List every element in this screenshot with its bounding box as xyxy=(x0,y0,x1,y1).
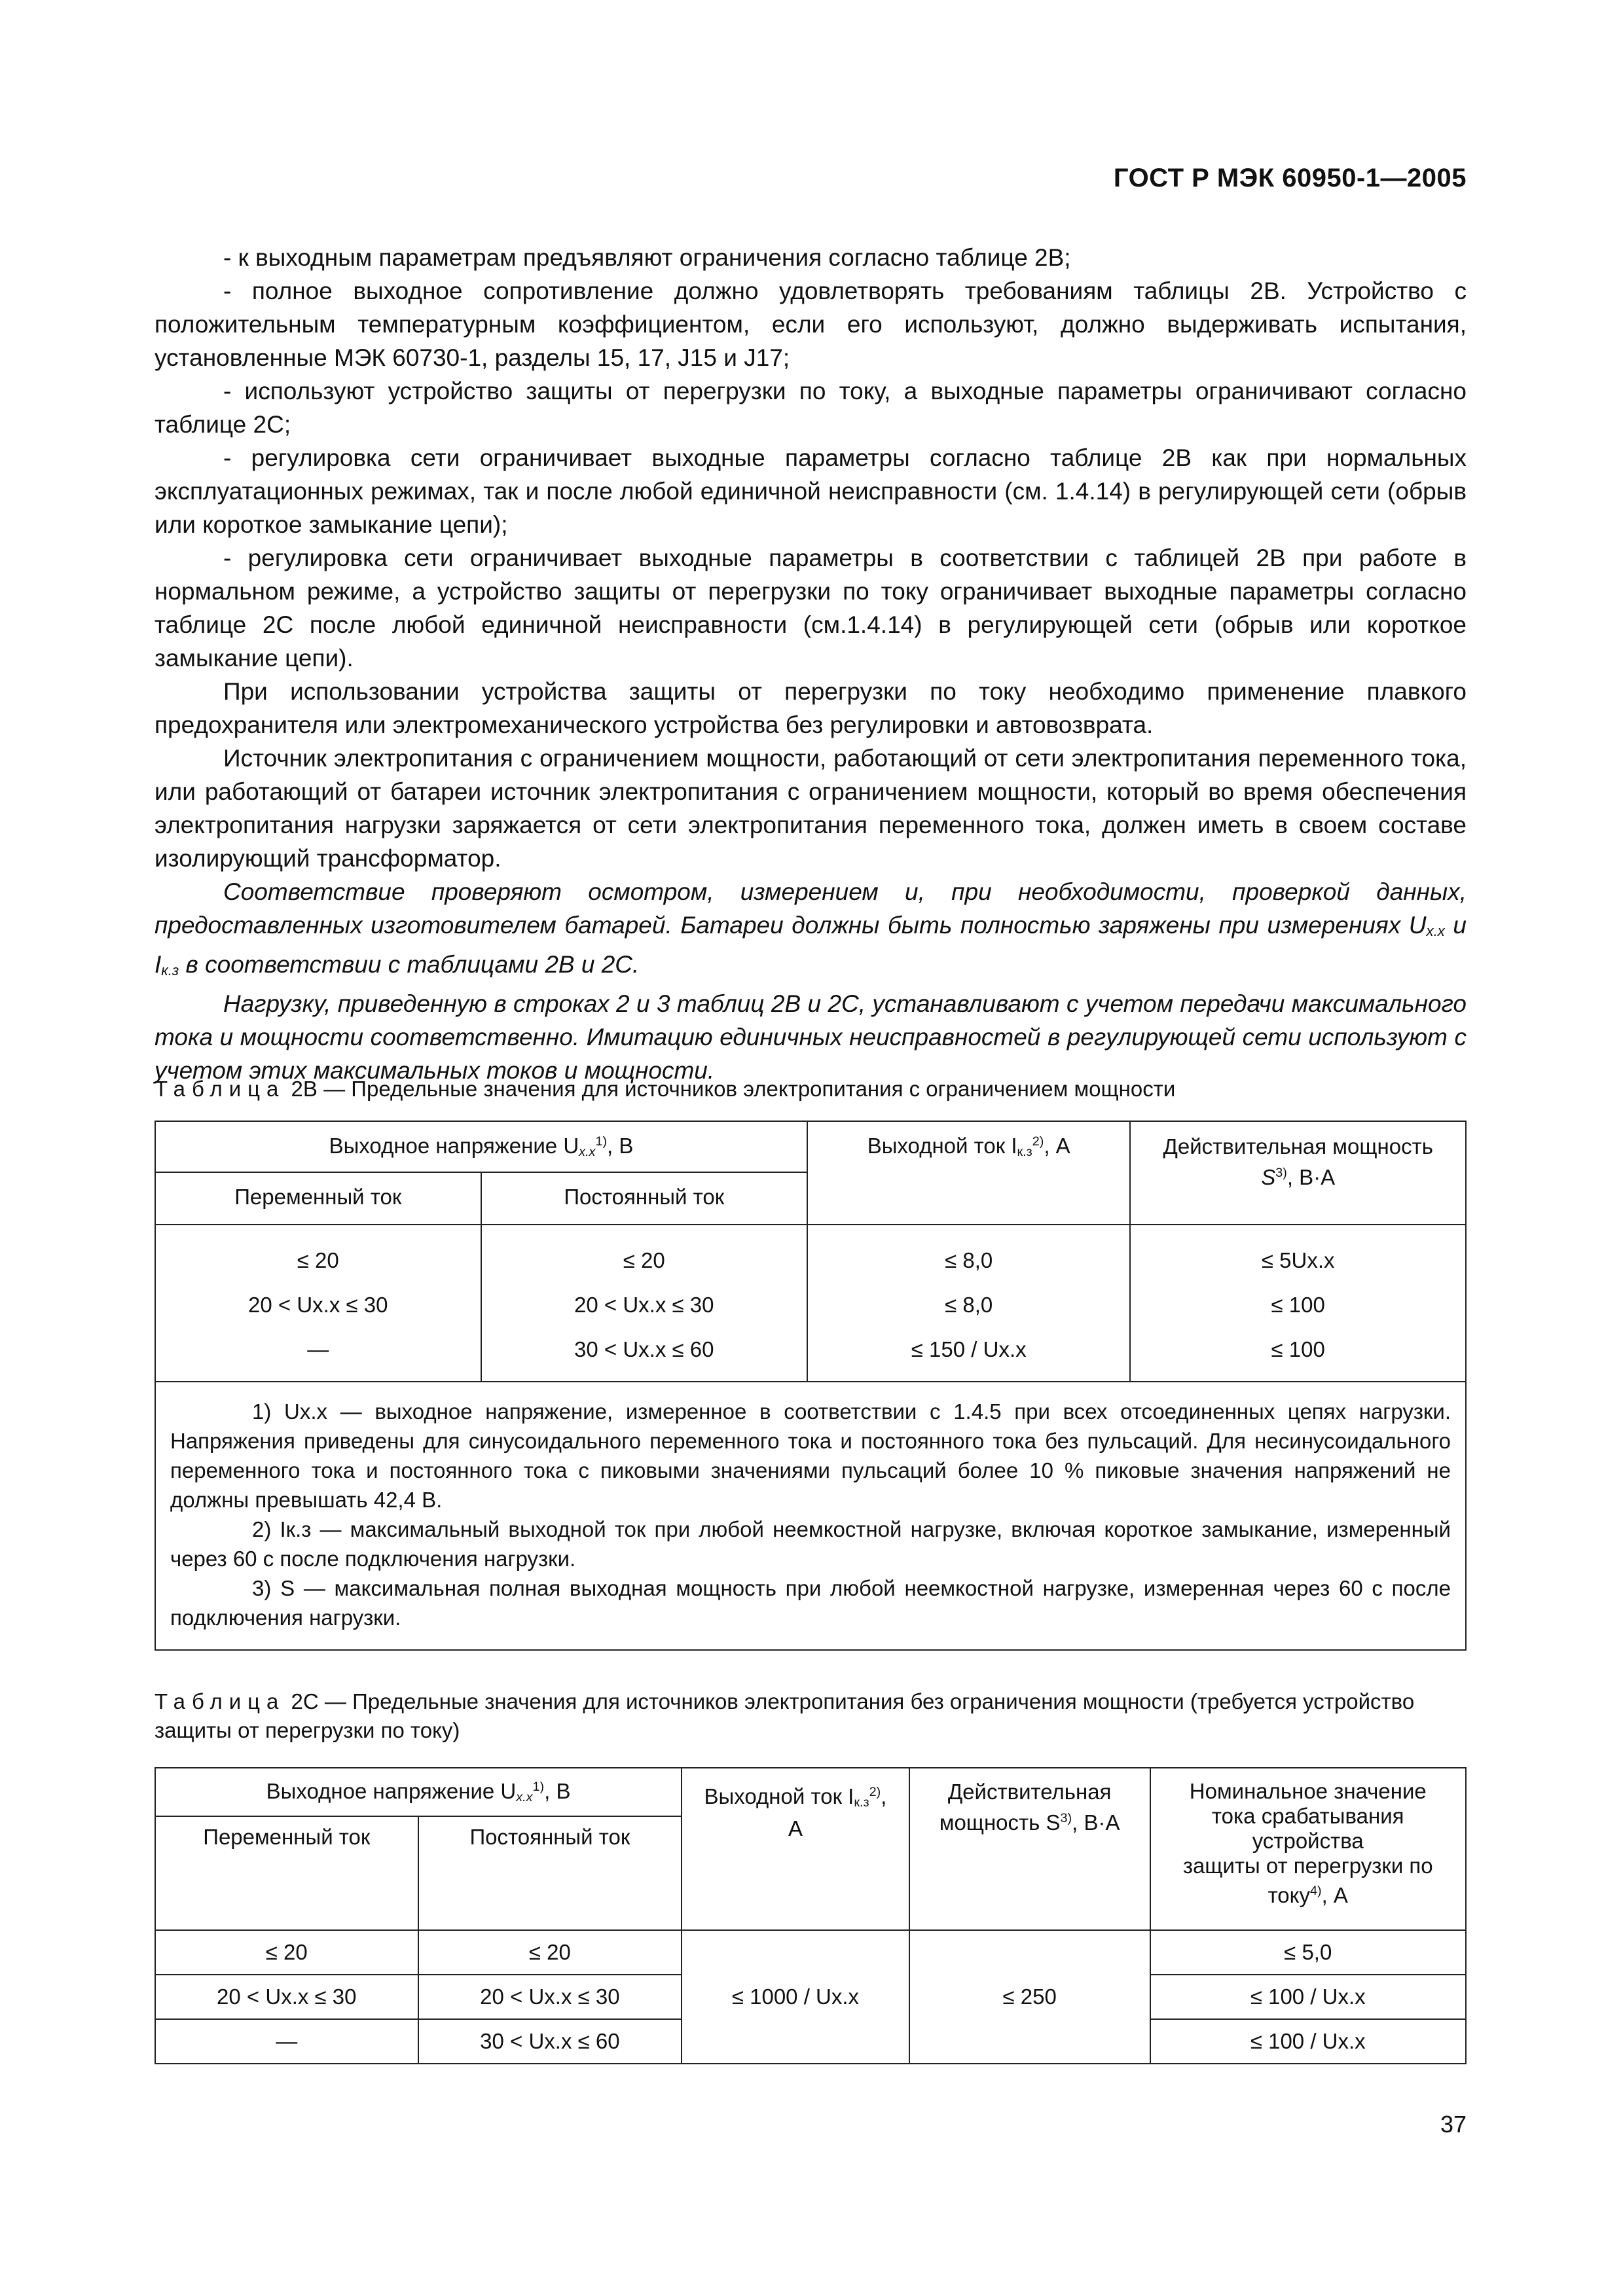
dc-value: 20 < Uх.х ≤ 30 xyxy=(418,1975,682,2019)
footnote: 2) Iк.з — максимальный выходной ток при любой неемкостной нагрузке, включая короткое замыкание, измеренный через 60 с после подключения нагрузки. xyxy=(170,1517,1451,1571)
dc-value: 30 < Uх.х ≤ 60 xyxy=(418,2019,682,2064)
current-values: ≤ 8,0 ≤ 8,0 ≤ 150 / Uх.х xyxy=(807,1225,1130,1382)
ac-value: — xyxy=(155,2019,418,2064)
table-2c xyxy=(155,1767,1467,2064)
ac-value: 20 < Uх.х ≤ 30 xyxy=(155,1975,418,2019)
header-dc: Постоянный ток xyxy=(481,1172,807,1225)
power-values: ≤ 5Uх.х ≤ 100 ≤ 100 xyxy=(1130,1225,1466,1382)
italic-paragraph: Нагрузку, приведенную в строках 2 и 3 таблиц 2В и 2С, устанавливают с учетом передачи максимального тока и мощности соответственно. Имитацию единичных неисправностей в регулирующей сети используют с учетом этих максимальных токов и мощности. xyxy=(155,990,1467,1084)
header-dc: Постоянный ток xyxy=(418,1816,682,1930)
trip-value: ≤ 100 / Uх.х xyxy=(1150,2019,1467,2064)
current-value: ≤ 1000 / Uх.х xyxy=(682,1930,909,2064)
paragraph: При использовании устройства защиты от перегрузки по току необходимо применение плавкого предохранителя или электромеханического устройства без регулировки и автовозврата. xyxy=(155,678,1467,738)
paragraph: - используют устройство защиты от перегрузки по току, а выходные параметры ограничивают согласно таблице 2С; xyxy=(155,378,1467,438)
table-2b xyxy=(155,1121,1467,1651)
footnote: 1) Uх.х — выходное напряжение, измеренное в соответствии с 1.4.5 при всех отсоединенных цепях нагрузки. Напряжения приведены для синусоидального переменного тока и постоянного тока без пульсаций. Для несинусоидального переменного тока и постоянного тока с пиковыми значениями пульсаций более 10 % пиковые значения напряжений не должны превышать 42,4 В. xyxy=(170,1399,1451,1512)
header-ac: Переменный ток xyxy=(155,1816,418,1930)
trip-value: ≤ 5,0 xyxy=(1150,1930,1467,1975)
table-2b-caption: Таблица 2В — Предельные значения для источников электропитания с ограничением мощности xyxy=(155,1077,1176,1101)
ac-value: ≤ 20 xyxy=(155,1930,418,1975)
italic-paragraph: Соответствие проверяют осмотром, измерением и, при необходимости, проверкой данных, предоставленных изготовителем батарей. Батареи должны быть полностью заряжены при измерениях $U_{х.х}$ и $I_{к.з}$ в соответствии с таблицами 2В и 2С. xyxy=(155,878,1467,978)
header-output-voltage: Выходное напряжение $U_{х.х}^{1)}$, В xyxy=(155,1768,682,1816)
dc-values: ≤ 20 20 < Uх.х ≤ 30 30 < Uх.х ≤ 60 xyxy=(481,1225,807,1382)
footnote: 3) S — максимальная полная выходная мощность при любой неемкостной нагрузке, измеренная через 60 с после подключения нагрузки. xyxy=(170,1576,1451,1630)
header-output-current: Выходной ток $I_{к.з}^{2)}$, А xyxy=(807,1121,1130,1225)
header-output-voltage: Выходное напряжение $U_{х.х}^{1)}$, В xyxy=(155,1121,807,1172)
header-apparent-power: Действительная мощность $S^{3)}$, В·А xyxy=(909,1768,1150,1930)
paragraph: - полное выходное сопротивление должно удовлетворять требованиям таблицы 2В. Устройство с положительным температурным коэффициентом, если его используют, должно выдерживать испытания, установленные МЭК 60730-1, разделы 15, 17, J15 и J17; xyxy=(155,278,1467,371)
body-text xyxy=(155,241,1467,1087)
header-apparent-power: Действительная мощность $S^{3)}$, В·А xyxy=(1130,1121,1466,1225)
table-2b-notes xyxy=(155,1382,1466,1650)
power-value: ≤ 250 xyxy=(909,1930,1150,2064)
table-2c-caption: Таблица 2С — Предельные значения для источников электропитания без ограничения мощности (требуется устройство защиты от перегрузки по току) xyxy=(155,1689,1415,1742)
page-number: 37 xyxy=(1440,2111,1467,2138)
trip-value: ≤ 100 / Uх.х xyxy=(1150,1975,1467,2019)
header-trip-current: Номинальное значение тока срабатывания устройства защиты от перегрузки по току$^{4)}$, А xyxy=(1150,1768,1467,1930)
paragraph: - к выходным параметрам предъявляют ограничения согласно таблице 2В; xyxy=(223,244,1071,271)
header-output-current: Выходной ток $I_{к.з}^{2)}$, А xyxy=(682,1768,909,1930)
dc-value: ≤ 20 xyxy=(418,1930,682,1975)
paragraph: - регулировка сети ограничивает выходные параметры согласно таблице 2В как при нормальных эксплуатационных режимах, так и после любой единичной неисправности (см. 1.4.14) в регулирующей сети (обрыв или короткое замыкание цепи); xyxy=(155,444,1467,538)
paragraph: - регулировка сети ограничивает выходные параметры в соответствии с таблицей 2В при работе в нормальном режиме, а устройство защиты от перегрузки по току ограничивает выходные параметры согласно таблице 2С после любой единичной неисправности (см.1.4.14) в регулирующей сети (обрыв или короткое замыкание цепи). xyxy=(155,545,1467,672)
ac-values: ≤ 20 20 < Uх.х ≤ 30 — xyxy=(155,1225,481,1382)
paragraph: Источник электропитания с ограничением мощности, работающий от сети электропитания переменного тока, или работающий от батареи источник электропитания с ограничением мощности, который во время обеспечения электропитания нагрузки заряжается от сети электропитания переменного тока, должен иметь в своем составе изолирующий трансформатор. xyxy=(155,745,1467,872)
document-header: ГОСТ Р МЭК 60950-1—2005 xyxy=(1113,164,1467,192)
header-ac: Переменный ток xyxy=(155,1172,481,1225)
